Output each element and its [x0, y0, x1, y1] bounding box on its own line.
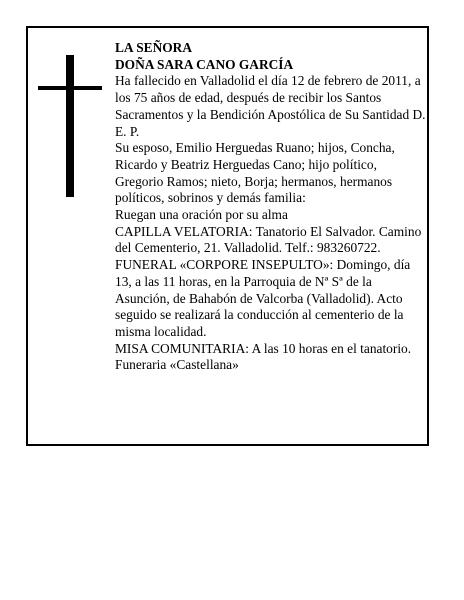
deceased-name: DOÑA SARA CANO GARCÍA — [115, 56, 294, 72]
mass-info: MISA COMUNITARIA: A las 10 horas en el tanatorio. — [115, 340, 412, 356]
death-announcement: Ha fallecido en Valladolid el día 12 de febrero de 2011, a los 75 años de edad, después de recibir los Santos Sacramentos y la Bendición Apostólica de Su Santidad D. E. P. — [115, 73, 426, 139]
cross-horizontal-bar — [38, 86, 102, 90]
funeral-info: FUNERAL «CORPORE INSEPULTO»: Domingo, día 13, a las 11 horas, en la Parroquia de Nª Sª de la Asunción, de Bahabón de Valcorba (Valladolid). Acto seguido se realizará la conducción al cementerio de la misma localidad. — [115, 257, 411, 339]
chapel-info: CAPILLA VELATORIA: Tanatorio El Salvador. Camino del Cementerio, 21. Valladolid. Telf.: 983260722. — [115, 223, 422, 256]
funeral-home: Funeraria «Castellana» — [115, 357, 239, 373]
family-list: Su esposo, Emilio Herguedas Ruano; hijos, Concha, Ricardo y Beatriz Herguedas Cano; hijo político, Gregorio Ramos; nieto, Borja; hermanos, hermanos políticos, sobrinos y demás familia: — [115, 140, 395, 206]
cross-icon — [38, 55, 102, 197]
obituary-text — [115, 40, 427, 374]
cross-vertical-bar — [66, 55, 74, 197]
notice-heading: LA SEÑORA — [115, 40, 193, 55]
prayer-request: Ruegan una oración por su alma — [115, 207, 288, 223]
